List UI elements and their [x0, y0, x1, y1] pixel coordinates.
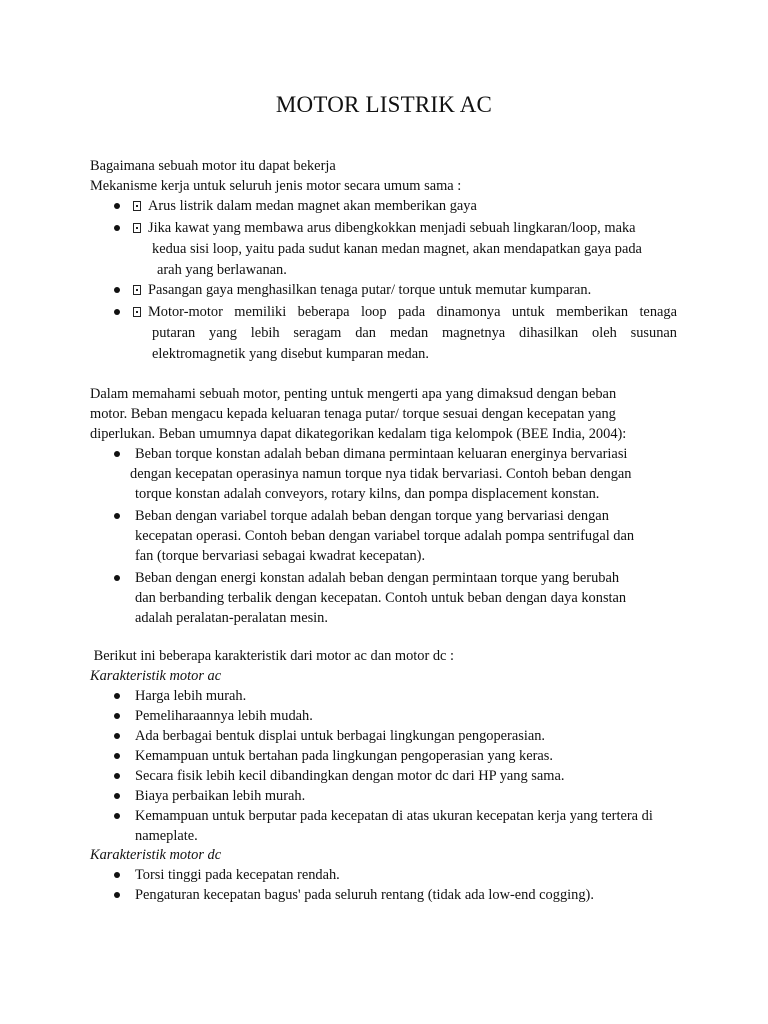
item-text: Pengaturan kecepatan bagus' pada seluruh rentang (tidak ada low-end cogging). — [135, 887, 594, 903]
list-item — [90, 444, 690, 504]
item-text: Beban dengan energi konstan adalah beban dengan permintaan torque yang berubah — [135, 570, 620, 586]
paragraph-line: diperlukan. Beban umumnya dapat dikategorikan kedalam tiga kelompok (BEE India, 2004): — [90, 426, 627, 442]
item-text: Ada berbagai bentuk displai untuk berbagai lingkungan pengoperasian. — [135, 728, 546, 744]
bullet-icon — [114, 753, 120, 759]
bullet-icon — [114, 892, 120, 898]
missing-glyph-icon — [133, 223, 141, 233]
item-text: Kemampuan untuk bertahan pada lingkungan pengoperasian yang keras. — [135, 748, 553, 764]
list-item — [90, 686, 690, 706]
intro-line: Bagaimana sebuah motor itu dapat bekerja — [90, 158, 336, 174]
bullet-icon — [114, 793, 120, 799]
list-item — [90, 766, 690, 786]
paragraph-line: Dalam memahami sebuah motor, penting untuk mengerti apa yang dimaksud dengan beban — [90, 386, 617, 402]
bullet-icon — [114, 513, 120, 519]
item-text: fan (torque bervariasi sebagai kwadrat kecepatan). — [135, 548, 426, 564]
mechanism-list — [90, 196, 690, 364]
intro-paragraph — [90, 156, 680, 196]
item-text: Harga lebih murah. — [135, 688, 247, 704]
item-text: elektromagnetik yang disebut kumparan medan. — [152, 346, 429, 362]
bullet-icon — [114, 813, 120, 819]
list-item — [90, 746, 690, 766]
item-text: Motor-motor memiliki beberapa loop pada dinamonya untuk memberikan tenaga — [148, 304, 677, 320]
list-item — [90, 568, 690, 628]
missing-glyph-icon — [133, 285, 141, 295]
list-item — [90, 506, 690, 566]
bullet-icon — [114, 872, 120, 878]
list-item — [90, 806, 690, 846]
item-text: kedua sisi loop, yaitu pada sudut kanan medan magnet, akan mendapatkan gaya pada — [152, 241, 642, 257]
item-text: dan berbanding terbalik dengan kecepatan. Contoh untuk beban dengan daya konstan — [135, 590, 627, 606]
list-item — [90, 196, 690, 216]
dc-characteristics-list — [90, 865, 690, 905]
load-types-list — [90, 444, 690, 628]
item-text: arah yang berlawanan. — [157, 262, 287, 278]
item-text: kecepatan operasi. Contoh beban dengan variabel torque adalah pompa sentrifugal dan — [135, 528, 635, 544]
item-text: torque konstan adalah conveyors, rotary kilns, dan pompa displacement konstan. — [135, 486, 600, 502]
item-text: Arus listrik dalam medan magnet akan memberikan gaya — [148, 198, 477, 214]
characteristics-intro: Berikut ini beberapa karakteristik dari motor ac dan motor dc : — [90, 648, 455, 664]
load-paragraph — [90, 384, 680, 444]
item-text: nameplate. — [135, 828, 198, 844]
bullet-icon — [114, 773, 120, 779]
missing-glyph-icon — [133, 201, 141, 211]
list-item — [90, 302, 690, 364]
list-item — [90, 786, 690, 806]
item-text: putaran yang lebih seragam dan medan magnetnya dihasilkan oleh susunan — [152, 325, 677, 341]
dc-heading: Karakteristik motor dc — [90, 847, 222, 863]
item-text: Kemampuan untuk berputar pada kecepatan di atas ukuran kecepatan kerja yang tertera di — [135, 808, 653, 824]
bullet-icon — [114, 713, 120, 719]
ac-heading: Karakteristik motor ac — [90, 668, 222, 684]
item-text: Pasangan gaya menghasilkan tenaga putar/ torque untuk memutar kumparan. — [148, 282, 592, 298]
bullet-icon — [114, 287, 120, 293]
item-text: Jika kawat yang membawa arus dibengkokkan menjadi sebuah lingkaran/loop, maka — [148, 220, 636, 236]
item-text: Secara fisik lebih kecil dibandingkan dengan motor dc dari HP yang sama. — [135, 768, 565, 784]
bullet-icon — [114, 451, 120, 457]
item-text: Beban torque konstan adalah beban dimana permintaan keluaran energinya bervariasi — [135, 446, 628, 462]
list-item — [90, 885, 690, 905]
list-item — [90, 280, 690, 300]
list-item — [90, 706, 690, 726]
bullet-icon — [114, 203, 120, 209]
page-title: MOTOR LISTRIK AC — [275, 92, 493, 117]
item-text: dengan kecepatan operasinya namun torque nya tidak bervariasi. Contoh beban dengan — [130, 466, 632, 482]
item-text: Beban dengan variabel torque adalah beban dengan torque yang bervariasi dengan — [135, 508, 609, 524]
list-item — [90, 865, 690, 885]
paragraph-line: motor. Beban mengacu kepada keluaran tenaga putar/ torque sesuai dengan kecepatan yang — [90, 406, 616, 422]
bullet-icon — [114, 693, 120, 699]
item-text: adalah peralatan-peralatan mesin. — [135, 610, 328, 626]
item-text: Pemeliharaannya lebih mudah. — [135, 708, 313, 724]
bullet-icon — [114, 225, 120, 231]
list-item — [90, 726, 690, 746]
item-text: Biaya perbaikan lebih murah. — [135, 788, 306, 804]
bullet-icon — [114, 733, 120, 739]
bullet-icon — [114, 309, 120, 315]
item-text: Torsi tinggi pada kecepatan rendah. — [135, 867, 340, 883]
list-item — [90, 218, 690, 280]
bullet-icon — [114, 575, 120, 581]
intro-line: Mekanisme kerja untuk seluruh jenis motor secara umum sama : — [90, 178, 462, 194]
ac-characteristics-list — [90, 686, 690, 846]
missing-glyph-icon — [133, 307, 141, 317]
